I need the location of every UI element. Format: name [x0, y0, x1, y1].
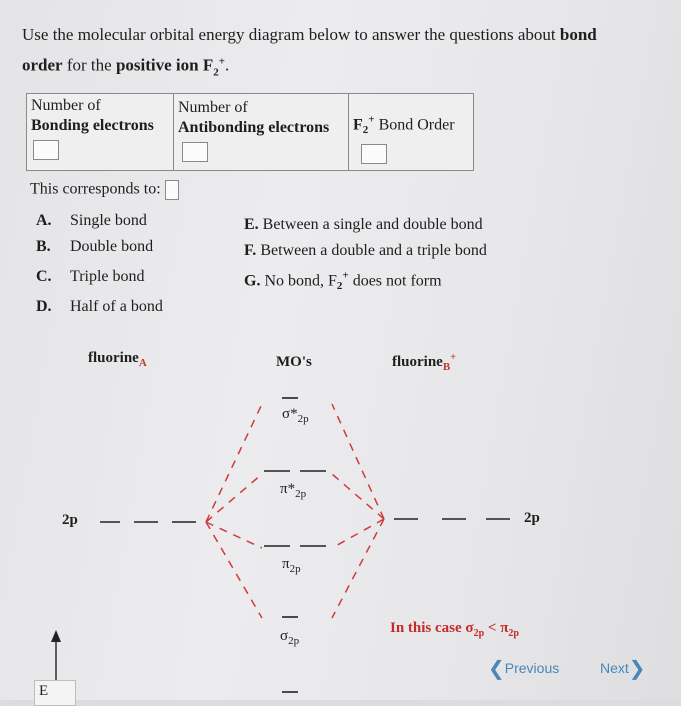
chevron-right-icon: ❯: [628, 658, 646, 680]
option-b: B. Double bond: [36, 238, 154, 255]
option-g: G. No bond, $F_2^+$ does not form: [244, 270, 442, 293]
bond-order-cell: $F_2^+$ Bond Order: [349, 94, 474, 171]
energy-axis-arrow-icon: [51, 630, 61, 642]
ordering-note: In this case $\sigma_{2p} < \pi_{2p}$: [390, 620, 519, 639]
option-e: E. Between a single and double bond: [244, 216, 483, 233]
next-button[interactable]: Next❯: [600, 658, 646, 680]
sigma-star-label: $\sigma*_{2p}$: [282, 406, 309, 425]
antibonding-electrons-cell: Number of Antibonding electrons: [174, 94, 349, 171]
option-a: A. Single bond: [36, 212, 147, 229]
bonding-electrons-cell: Number of Bonding electrons: [27, 94, 174, 171]
energy-axis-label: E: [39, 683, 49, 699]
right-2p-label: 2p: [524, 510, 540, 526]
pi-label: $\pi_{2p}$: [282, 556, 301, 575]
question-text: Use the molecular orbital energy diagram below to answer the questions about bond order for the positive ion $F_2^+$.: [22, 25, 597, 79]
mos-label: MO's: [276, 354, 312, 370]
fluorine-a-label: fluorine$_A$: [88, 350, 147, 369]
sigma-label: $\sigma_{2p}$: [280, 628, 300, 647]
option-c: C. Triple bond: [36, 268, 145, 285]
previous-button[interactable]: ❮Previous: [488, 658, 560, 680]
fluorine-b-label: fluorine$_B$+: [392, 352, 456, 373]
correlation-lines: [206, 404, 384, 618]
option-f: F. Between a double and a triple bond: [244, 242, 487, 259]
energy-axis-label-box: [34, 680, 76, 706]
chevron-left-icon: ❮: [488, 658, 505, 680]
option-d: D. Half of a bond: [36, 298, 163, 315]
pi-star-label: $\pi*_{2p}$: [280, 481, 307, 500]
corresponds-prompt: This corresponds to:: [30, 180, 179, 200]
left-2p-label: 2p: [62, 512, 78, 528]
